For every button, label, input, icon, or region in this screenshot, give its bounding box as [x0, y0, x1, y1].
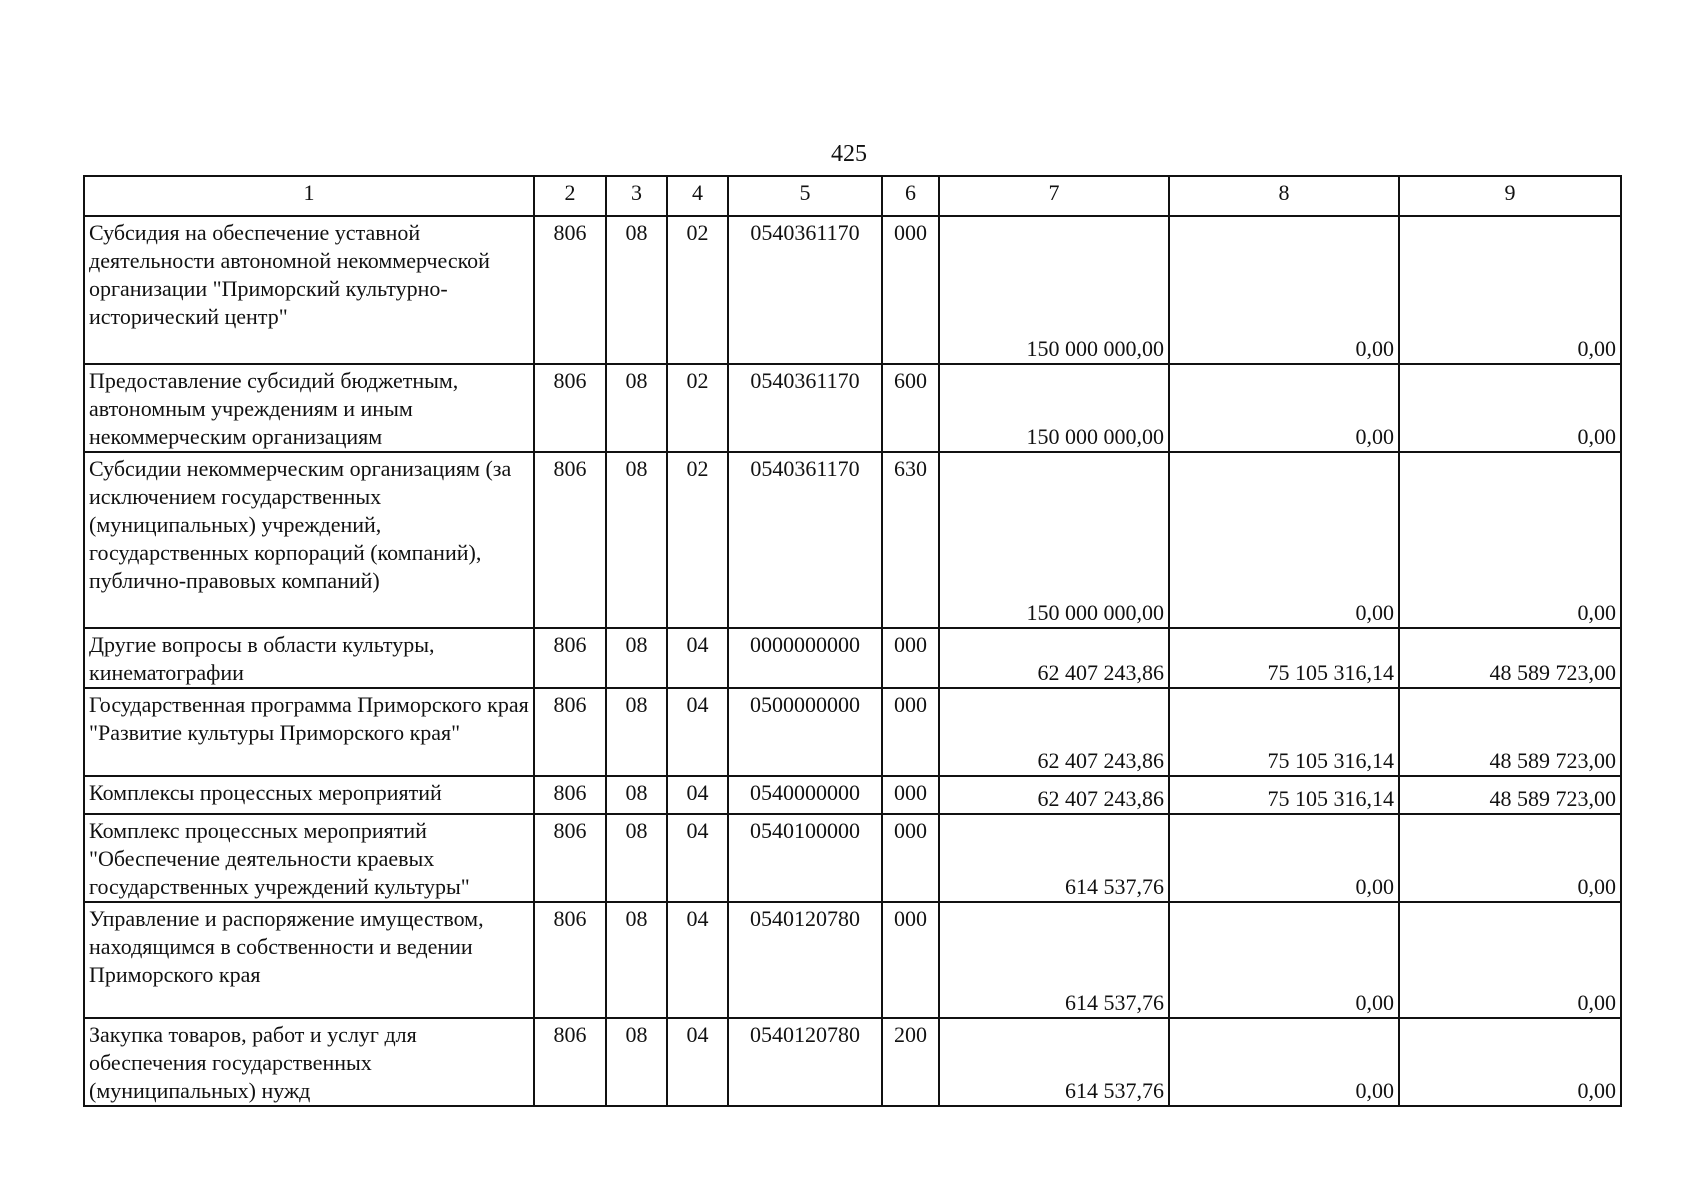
- row-code: 0540120780: [728, 902, 882, 1018]
- column-header: 4: [667, 176, 728, 216]
- table-row: [84, 902, 1621, 1018]
- row-code: 08: [606, 452, 667, 628]
- row-amount: 0,00: [1399, 216, 1621, 364]
- row-amount: 75 105 316,14: [1169, 628, 1399, 688]
- row-code: 08: [606, 628, 667, 688]
- row-code: 04: [667, 902, 728, 1018]
- row-amount: 0,00: [1399, 1018, 1621, 1106]
- row-code: 200: [882, 1018, 939, 1106]
- row-code: 08: [606, 688, 667, 776]
- row-amount: 75 105 316,14: [1169, 688, 1399, 776]
- table-row: [84, 452, 1621, 628]
- row-code: 806: [534, 364, 606, 452]
- column-header: 3: [606, 176, 667, 216]
- table-header-row: [84, 176, 1621, 216]
- row-code: 000: [882, 688, 939, 776]
- table-row: [84, 814, 1621, 902]
- row-amount: 0,00: [1169, 452, 1399, 628]
- row-name: Субсидия на обеспечение уставной деятельности автономной некоммерческой организации "Приморский культурно-исторический центр": [84, 216, 534, 364]
- row-code: 0540361170: [728, 452, 882, 628]
- table-row: [84, 776, 1621, 814]
- column-header: 5: [728, 176, 882, 216]
- row-code: 0540120780: [728, 1018, 882, 1106]
- row-name: Государственная программа Приморского края "Развитие культуры Приморского края": [84, 688, 534, 776]
- row-amount: 0,00: [1399, 364, 1621, 452]
- row-amount: 614 537,76: [939, 814, 1169, 902]
- row-amount: 75 105 316,14: [1169, 776, 1399, 814]
- row-code: 08: [606, 814, 667, 902]
- row-code: 806: [534, 688, 606, 776]
- row-code: 08: [606, 216, 667, 364]
- column-header: 8: [1169, 176, 1399, 216]
- row-code: 0540361170: [728, 216, 882, 364]
- row-code: 806: [534, 1018, 606, 1106]
- row-name: Закупка товаров, работ и услуг для обеспечения государственных (муниципальных) нужд: [84, 1018, 534, 1106]
- row-name: Комплекс процессных мероприятий "Обеспечение деятельности краевых государственных учреждений культуры": [84, 814, 534, 902]
- row-code: 806: [534, 452, 606, 628]
- row-amount: 48 589 723,00: [1399, 776, 1621, 814]
- row-amount: 0,00: [1169, 814, 1399, 902]
- row-name: Управление и распоряжение имуществом, находящимся в собственности и ведении Приморского края: [84, 902, 534, 1018]
- row-code: 02: [667, 216, 728, 364]
- row-name: Другие вопросы в области культуры, кинематографии: [84, 628, 534, 688]
- row-amount: 150 000 000,00: [939, 452, 1169, 628]
- row-code: 04: [667, 1018, 728, 1106]
- row-amount: 62 407 243,86: [939, 628, 1169, 688]
- row-code: 0540361170: [728, 364, 882, 452]
- row-amount: 48 589 723,00: [1399, 628, 1621, 688]
- row-code: 0540100000: [728, 814, 882, 902]
- column-header: 7: [939, 176, 1169, 216]
- budget-table: [83, 175, 1622, 1107]
- row-code: 806: [534, 814, 606, 902]
- row-code: 0000000000: [728, 628, 882, 688]
- row-code: 02: [667, 364, 728, 452]
- row-code: 806: [534, 216, 606, 364]
- row-amount: 0,00: [1399, 902, 1621, 1018]
- row-name: Субсидии некоммерческим организациям (за исключением государственных (муниципальных) учреждений, государственных корпораций (компаний), публично-правовых компаний): [84, 452, 534, 628]
- row-code: 04: [667, 628, 728, 688]
- row-code: 04: [667, 688, 728, 776]
- row-name: Предоставление субсидий бюджетным, автономным учреждениям и иным некоммерческим организациям: [84, 364, 534, 452]
- row-amount: 0,00: [1169, 1018, 1399, 1106]
- row-amount: 0,00: [1169, 902, 1399, 1018]
- row-code: 630: [882, 452, 939, 628]
- table-row: [84, 688, 1621, 776]
- column-header: 9: [1399, 176, 1621, 216]
- row-amount: 614 537,76: [939, 1018, 1169, 1106]
- row-code: 806: [534, 902, 606, 1018]
- row-amount: 0,00: [1399, 814, 1621, 902]
- row-code: 04: [667, 776, 728, 814]
- table-row: [84, 216, 1621, 364]
- row-code: 000: [882, 628, 939, 688]
- row-amount: 150 000 000,00: [939, 364, 1169, 452]
- row-amount: 0,00: [1169, 364, 1399, 452]
- row-code: 0540000000: [728, 776, 882, 814]
- column-header: 6: [882, 176, 939, 216]
- row-amount: 62 407 243,86: [939, 776, 1169, 814]
- column-header: 1: [84, 176, 534, 216]
- row-code: 806: [534, 776, 606, 814]
- table-row: [84, 1018, 1621, 1106]
- row-amount: 0,00: [1399, 452, 1621, 628]
- row-amount: 0,00: [1169, 216, 1399, 364]
- row-code: 08: [606, 902, 667, 1018]
- table-row: [84, 628, 1621, 688]
- row-code: 600: [882, 364, 939, 452]
- row-code: 04: [667, 814, 728, 902]
- row-code: 000: [882, 902, 939, 1018]
- row-amount: 62 407 243,86: [939, 688, 1169, 776]
- row-code: 02: [667, 452, 728, 628]
- row-code: 08: [606, 364, 667, 452]
- column-header: 2: [534, 176, 606, 216]
- page-number: 425: [831, 141, 867, 167]
- row-name: Комплексы процессных мероприятий: [84, 776, 534, 814]
- row-code: 08: [606, 776, 667, 814]
- row-code: 000: [882, 776, 939, 814]
- row-amount: 614 537,76: [939, 902, 1169, 1018]
- table-row: [84, 364, 1621, 452]
- row-code: 0500000000: [728, 688, 882, 776]
- row-amount: 48 589 723,00: [1399, 688, 1621, 776]
- row-code: 000: [882, 216, 939, 364]
- row-code: 000: [882, 814, 939, 902]
- row-code: 08: [606, 1018, 667, 1106]
- row-code: 806: [534, 628, 606, 688]
- row-amount: 150 000 000,00: [939, 216, 1169, 364]
